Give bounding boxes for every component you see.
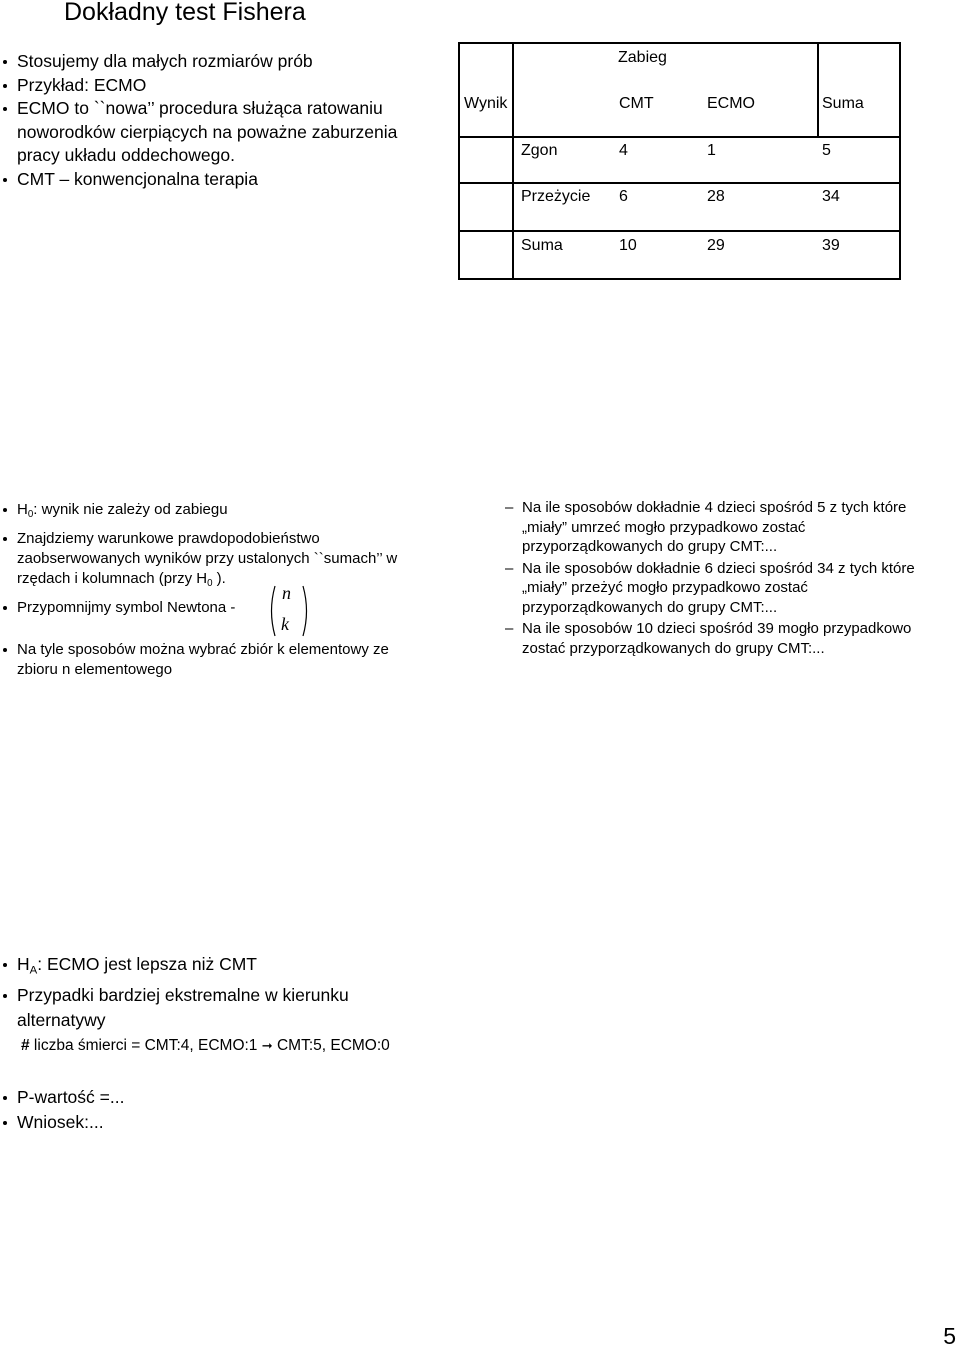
conditional-subscript: 0	[207, 577, 213, 589]
contingency-table	[458, 42, 901, 280]
table-divider	[512, 44, 514, 278]
alternative-list	[0, 952, 420, 1135]
conditional-bullet	[0, 529, 420, 594]
h0-bullet	[0, 500, 420, 525]
binomial-n: n	[282, 583, 291, 603]
hash-symbol: #	[21, 1037, 30, 1055]
column-header: ECMO	[707, 95, 755, 112]
table-divider	[460, 182, 899, 184]
table-divider	[460, 230, 899, 232]
table-divider	[460, 136, 899, 138]
ha-subscript: A	[29, 964, 38, 977]
dash-item: – Na ile sposobów dokładnie 6 dzieci spośród 34 z tych które „miały” przeżyć mogło przypadkowo zostać przyporządkowanych do grupy CMT:...	[505, 559, 945, 618]
pvalue-bullet: P-wartość =...	[0, 1085, 420, 1110]
page-number: 5	[943, 1323, 956, 1349]
outcome-header: Wynik	[464, 95, 508, 112]
hypothesis-list	[0, 500, 420, 680]
newton-bullet: Przypomnijmy symbol Newtona -	[0, 598, 420, 618]
conditional-text: Znajdziemy warunkowe prawdopodobieństwo zaobserwowanych wyników przy ustalonych ``sumach’’ w rzędach i kolumnach (przy H	[17, 529, 398, 587]
h0-text: : wynik nie zależy od zabiegu	[33, 501, 228, 518]
ha-text: : ECMO jest lepsza niż CMT	[37, 954, 257, 974]
table-divider	[817, 44, 819, 136]
dash-item: – Na ile sposobów 10 dzieci spośród 39 mogło przypadkowo zostać przyporządkowanych do grupy CMT:...	[505, 619, 945, 658]
column-header: Suma	[822, 95, 864, 112]
intro-list	[0, 50, 440, 191]
binomial-k: k	[281, 614, 289, 634]
intro-bullet: ECMO to ``nowa’’ procedura służąca ratowaniu noworodków cierpiących na poważne zaburzenia pracy układu oddechowego.	[0, 97, 440, 168]
deaths-line	[17, 1035, 420, 1057]
ha-bullet	[0, 952, 420, 983]
h0-symbol: H	[17, 501, 28, 518]
table-cell: 10	[619, 237, 637, 254]
row-label: Zgon	[521, 142, 558, 159]
deaths-text: liczba śmierci = CMT:4, ECMO:1	[29, 1037, 262, 1055]
table-cell: 1	[707, 142, 716, 159]
dash-item: – Na ile sposobów dokładnie 4 dzieci spośród 5 z tych które „miały” umrzeć mogło przypadkowo zostać przyporządkowanych do grupy CMT:...	[505, 498, 945, 557]
table-cell: 34	[822, 188, 840, 205]
table-cell: 29	[707, 237, 725, 254]
intro-bullet: Stosujemy dla małych rozmiarów prób	[0, 50, 440, 74]
row-label: Suma	[521, 237, 563, 254]
h0-subscript: 0	[27, 508, 34, 520]
treatment-header: Zabieg	[618, 49, 667, 66]
intro-bullet: CMT – konwencjonalna terapia	[0, 168, 440, 192]
table-cell: 28	[707, 188, 725, 205]
table-cell: 39	[822, 237, 840, 254]
ways-bullet: Na tyle sposobów można wybrać zbiór k elementowy ze zbioru n elementowego	[0, 640, 420, 680]
page-title: Dokładny test Fishera	[64, 0, 306, 26]
conditional-tail: ).	[212, 569, 226, 587]
extreme-text: Przypadki bardziej ekstremalne w kierunku alternatywy	[17, 985, 349, 1031]
conclusion-bullet: Wniosek:...	[0, 1110, 420, 1135]
arrow-right-icon: ➞	[261, 1038, 273, 1054]
column-header: CMT	[619, 95, 654, 112]
extreme-bullet	[0, 983, 420, 1057]
ha-symbol: H	[17, 954, 30, 974]
table-cell: 6	[619, 188, 628, 205]
table-cell: 4	[619, 142, 628, 159]
intro-bullet: Przykład: ECMO	[0, 74, 440, 98]
table-cell: 5	[822, 142, 831, 159]
row-label: Przeżycie	[521, 188, 591, 205]
counting-questions	[505, 498, 945, 660]
deaths-tail: CMT:5, ECMO:0	[272, 1037, 390, 1055]
